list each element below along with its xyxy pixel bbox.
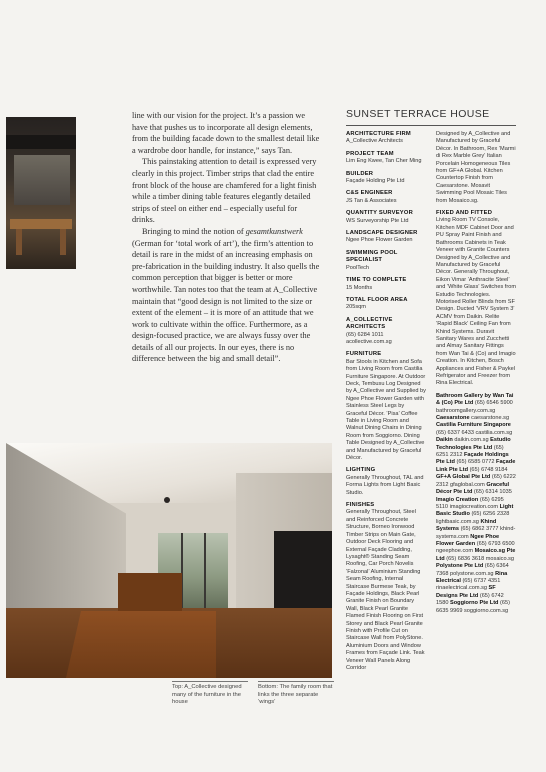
supplier-name: Bathroom Gallery by Wan Tai & (Co) Pte Ltd: [436, 392, 514, 407]
caption-rule: [172, 681, 248, 682]
credit-heading: ARCHITECTURE FIRM: [346, 131, 411, 137]
credit-text: 15 Months: [346, 284, 373, 291]
credit-heading: LANDSCAPE DESIGNER: [346, 230, 418, 237]
project-credits: [346, 108, 516, 672]
supplier-contact: (65) 6364 7368 polystone.com.sg: [436, 563, 509, 577]
supplier-name: Rina Electrical: [436, 570, 508, 584]
supplier-contact: (65) 6635 9969 soggiorno.com.sg: [436, 600, 510, 614]
credit-text: Lim Eng Kwee, Tan Cher Ming: [346, 158, 422, 165]
supplier-contact: (65) 6222 2312 gfaglobal.com: [436, 474, 516, 488]
caption-bottom: Bottom: The family room that links the three separate ‘wings’: [258, 684, 333, 706]
credit-text: WS Surveyorship Pte Ltd: [346, 217, 409, 224]
credit-heading: TOTAL FLOOR AREA: [346, 296, 408, 303]
credit-text: Bar Stools in Kitchen and Sofa from Living Room from Castilia Furniture Singapore. At Outdoor Deck, Tembusu Log Designed by A_Collective and Supplied by Ngee Phoe Flower Garden with Stainless Steel Legs by Graceful Décor. ‘Pisa’ Coffee Table in Living Room and Walnut Dining Chairs in Dining Room from Soggiorno. Dining Table Designed by A_Collective and Manufactured by Graceful Décor.: [346, 358, 426, 462]
project-title: SUNSET TERRACE HOUSE: [346, 108, 516, 126]
supplier-contact: (65) 6295 5110 imagiocreation.com: [436, 496, 504, 510]
caption-top: Top: A_Collective designed many of the furniture in the house: [172, 684, 242, 706]
supplier-name: SF Designs Pte Ltd: [436, 585, 496, 599]
supplier-directory: [436, 393, 516, 615]
supplier-name: Light Basic Studio: [436, 503, 514, 518]
supplier-contact: (65) 6748 9184: [468, 466, 508, 473]
credit-heading: SWIMMING POOL SPECIALIST: [346, 249, 398, 264]
supplier-name: Graceful Décor Pte Ltd: [436, 481, 510, 496]
supplier-contact: (65) 6546 5900 bathroomgallery.com.sg: [436, 400, 513, 414]
supplier-name: Soggiorno Pte Ltd: [450, 600, 499, 607]
paragraph-3: Bringing to mind the notion of gesamtkunstwerk (German for ‘total work of art’), the firm’s attention to detail is rare in the midst of an increasing emphasis on pre-fabrication in the building industry. It also quells the common perception that bigger is better or more worthwhile. Tan notes too that the team at A_Collective maintain that “good design is not limited to the size or extent of the element – it is more of an attitude that we work to cultivate within the office. Furthermore, as a design-focused practice, we are always fussy over the details of all our projects. In our eyes, there is no difference between the big and small detail”.: [132, 226, 320, 364]
supplier-contact: (65) 6742 1580: [436, 592, 504, 607]
supplier-name: Polystone Pte Ltd: [436, 563, 484, 570]
credit-text: Living Room TV Console, Kitchen MDF Cabinet Door and PU Spray Paint Finish and Bathrooms Cabinets in Teak Veneer with Granite Counters Designed by A_Collective and Manufactured by Graceful Décor. Generally Throughout, Eikon Vimar ‘Anthracite Steel’ and ‘White Glass’ Switches from Estudio Technologies. Motorised Roller Blinds from SF Design. Ducted ‘VRV System 3’ ACMV from Daikin. Relite ‘Rapid Black’ Ceiling Fan from Khind Systems. Duravit Sanitary Wares and Zucchetti and Almay Sanitary Fittings from Wan Tai & (Co) and Imagio Creation. In Kitchen, Bosch Appliances and Fisher & Paykel Refrigerator and Freezer from Rina Electrical.: [436, 217, 516, 387]
supplier-name: Mosaico.sg Pte Ltd: [436, 548, 516, 562]
supplier-name: Façade Link Pte Ltd: [436, 459, 516, 473]
supplier-name: Imagio Creation: [436, 496, 479, 503]
credit-text: Ngee Phoe Flower Garden: [346, 237, 413, 244]
supplier-contact: (65) 6337 6433 castilia.com.sg: [436, 429, 513, 436]
paragraph-2: This painstaking attention to detail is expressed very clearly in this project. Timber strips that clad the entire front block of the house are chamfered for a light finish while a timber dining table features elegantly detailed strips of steel on either end – especially useful for drinks.: [132, 157, 317, 225]
credit-text: 205sqm: [346, 304, 366, 311]
supplier-name: Ngee Phoe Flower Garden: [436, 533, 500, 547]
credit-text: Generally Throughout, TAL and Forma Lights from Light Basic Studio.: [346, 474, 424, 496]
credit-text: A_Collective Architects: [346, 138, 403, 145]
supplier-name: Khind Systems: [436, 518, 497, 533]
supplier-contact: daikin.com.sg: [452, 437, 491, 444]
supplier-contact: (65) 6737 4351 rinaelectrical.com.sg: [436, 577, 501, 592]
credit-text: (65) 6284 1011 acollective.com.sg: [346, 331, 392, 345]
supplier-contact: (65) 6256 2328 lightbasic.com.sg: [436, 511, 510, 525]
supplier-contact: (65) 6862 3777 khind-systems.com: [436, 526, 516, 540]
credit-heading: LIGHTING: [346, 467, 376, 474]
caption-rule: [258, 681, 334, 682]
credit-text: JS Tan & Associates: [346, 197, 397, 204]
credit-heading: BUILDER: [346, 170, 374, 177]
article-body: [132, 110, 322, 365]
credit-text: PoolTech: [346, 264, 370, 271]
supplier-contact: (65) 6251 2312: [436, 444, 504, 459]
credit-heading: TIME TO COMPLETE: [346, 277, 407, 284]
credit-heading: FIXED AND FITTED: [436, 210, 493, 217]
credit-heading: PROJECT TEAM: [346, 150, 394, 157]
credit-heading: QUANTITY SURVEYOR: [346, 210, 413, 217]
credit-heading: A_COLLECTIVE ARCHITECTS: [346, 316, 393, 331]
credit-text: Designed by A_Collective and Manufactured by Graceful Décor. In Bathroom, Rex ‘Marmi di Rex Marble Grey’ Italian Porcelain Homogeneous Tiles from GF+A Global. Kitchen Countertop Finish from Caesarstone. Mosavit Swimming Pool Mosaic Tiles from Mosaico.sg.: [436, 131, 516, 204]
credit-text: Façade Holding Pte Ltd: [346, 178, 405, 185]
supplier-contact: caesarstone.sg: [469, 415, 510, 422]
supplier-name: Daikin: [436, 437, 453, 444]
supplier-name: Estudio Technologies Pte Ltd: [436, 437, 511, 451]
exterior-photo: [6, 117, 76, 269]
supplier-contact: (65) 6585 0772: [454, 459, 497, 466]
supplier-name: Façade Holdings Pte Ltd: [436, 452, 509, 466]
supplier-contact: (65) 6793 6500 ngeephoe.com: [436, 540, 515, 555]
credits-left-column: [346, 131, 426, 672]
credit-text: Generally Throughout, Steel and Reinforced Concrete Structure, Borneo Ironwood Timber Strips on Main Gate, Outdoor Deck Flooring and External Façade Cladding, Lysaght® Standing Seam Roofing, Car Porch Novelis ‘Falzonal’ Aluminium Standing Seam Roofing, Internal Staircase Burmese Teak, by Façade Holdings, Black Pearl Granite Finish on Boundary Wall, Black Pearl Granite Flamed Finish Flooring on First Storey and Black Pearl Granite Finish with Profile Cut on Staircase Wall from PolyStone. Aluminium Doors and Window Frames from Façade Link. Teak Veneer Wall Panels Along Corridor: [346, 509, 425, 671]
interior-photo: [6, 443, 332, 678]
credit-heading: FINISHES: [346, 502, 375, 509]
credits-right-column: [436, 131, 516, 672]
supplier-contact: (65) 6836 3618 mosaico.sg: [444, 555, 515, 562]
supplier-name: Caesarstone: [436, 415, 470, 422]
credit-heading: FURNITURE: [346, 351, 382, 358]
supplier-contact: (65) 6314 1035: [472, 489, 512, 496]
credit-heading: C&S ENGINEER: [346, 190, 393, 197]
supplier-name: Castilia Furniture Singapore: [436, 422, 511, 429]
supplier-name: GF+A Global Pte Ltd: [436, 474, 491, 481]
paragraph-1: line with our vision for the project. It’s a passion we have that pushes us to incorporate all design elements, from the building facade down to the smallest detail like a wardrobe door handle, for instance,” says Tan.: [132, 111, 320, 155]
